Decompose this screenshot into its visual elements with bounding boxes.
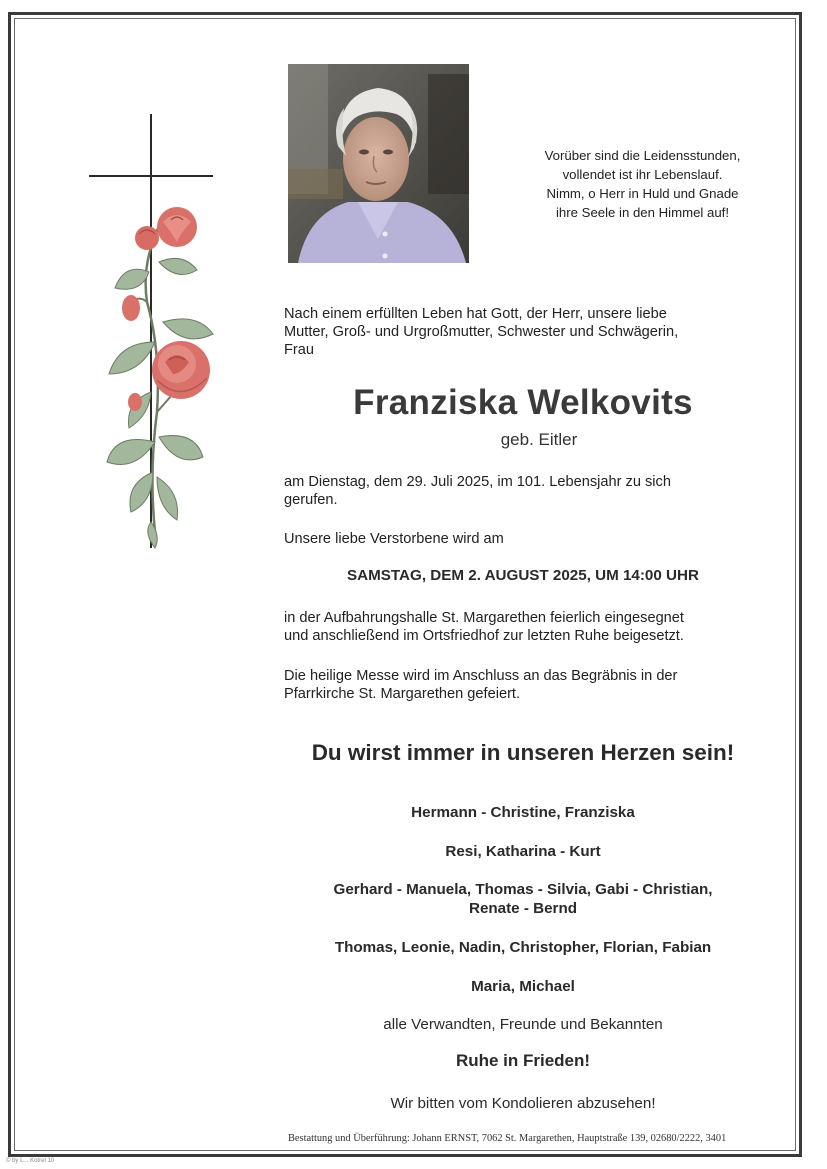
mourner-group (284, 842, 762, 861)
funeral-date-time: SAMSTAG, DEM 2. AUGUST 2025, UM 14:00 UHR (347, 567, 699, 584)
closing-phrase: Ruhe in Frieden! (455, 1051, 591, 1070)
mourner-group (284, 977, 762, 996)
intro-line: Nach einem erfüllten Leben hat Gott, der Herr, unsere liebe (284, 306, 667, 322)
mourner-line: Resi, Katharina - Kurt (445, 843, 601, 860)
intro-text (284, 305, 754, 359)
poem-line: Nimm, o Herr in Huld und Gnade (546, 186, 739, 201)
copyright-note: © by L... Kotrel 10 (6, 1158, 55, 1164)
poem (500, 146, 785, 222)
poem-line: ihre Seele in den Himmel auf! (556, 205, 729, 220)
intro-line: Frau (284, 342, 315, 358)
funeral-place-line: und anschließend im Ortsfriedhof zur letzten Ruhe beigesetzt. (284, 628, 684, 644)
cross-with-roses-illustration (85, 112, 245, 552)
poem-line: vollendet ist ihr Lebenslauf. (562, 167, 723, 182)
death-notice (284, 473, 754, 509)
funeral-lead: Unsere liebe Verstorbene wird am (284, 531, 504, 547)
funeral-place-line: in der Aufbahrungshalle St. Margarethen feierlich eingesegnet (284, 610, 684, 626)
death-notice-line: am Dienstag, dem 29. Juli 2025, im 101. Lebensjahr zu sich (284, 474, 671, 490)
mass-notice-line: Pfarrkirche St. Margarethen gefeiert. (284, 686, 521, 702)
mass-notice-line: Die heilige Messe wird im Anschluss an das Begräbnis in der (284, 668, 678, 684)
condolence-request: Wir bitten vom Kondolieren abzusehen! (390, 1095, 656, 1112)
portrait-photo (288, 64, 469, 263)
rose-middle-icon (152, 341, 210, 399)
deceased-name: Franziska Welkovits (353, 383, 693, 422)
death-notice-line: gerufen. (284, 492, 338, 508)
funeral-place (284, 609, 754, 645)
mass-notice (284, 667, 754, 703)
rose-top-icon (135, 207, 197, 250)
mourner-group (284, 803, 762, 822)
relatives-line: alle Verwandten, Freunde und Bekannten (383, 1016, 663, 1033)
mourner-group (284, 880, 762, 918)
mourner-line: Gerhard - Manuela, Thomas - Silvia, Gabi - Christian, (333, 881, 713, 898)
mourner-line: Hermann - Christine, Franziska (411, 804, 635, 821)
mourner-line: Renate - Bernd (468, 900, 578, 917)
maiden-name: geb. Eitler (500, 430, 578, 449)
mourner-group (284, 938, 762, 957)
undertaker-footer: Bestattung und Überführung: Johann ERNST, 7062 St. Margarethen, Hauptstraße 139, 02680/2222, 3401 (288, 1133, 727, 1144)
mourner-line: Maria, Michael (471, 978, 575, 995)
intro-line: Mutter, Groß- und Urgroßmutter, Schwester und Schwägerin, (284, 324, 679, 340)
mourner-line: Thomas, Leonie, Nadin, Christopher, Florian, Fabian (334, 939, 712, 956)
motto: Du wirst immer in unseren Herzen sein! (311, 740, 735, 765)
poem-line: Vorüber sind die Leidensstunden, (544, 148, 741, 163)
